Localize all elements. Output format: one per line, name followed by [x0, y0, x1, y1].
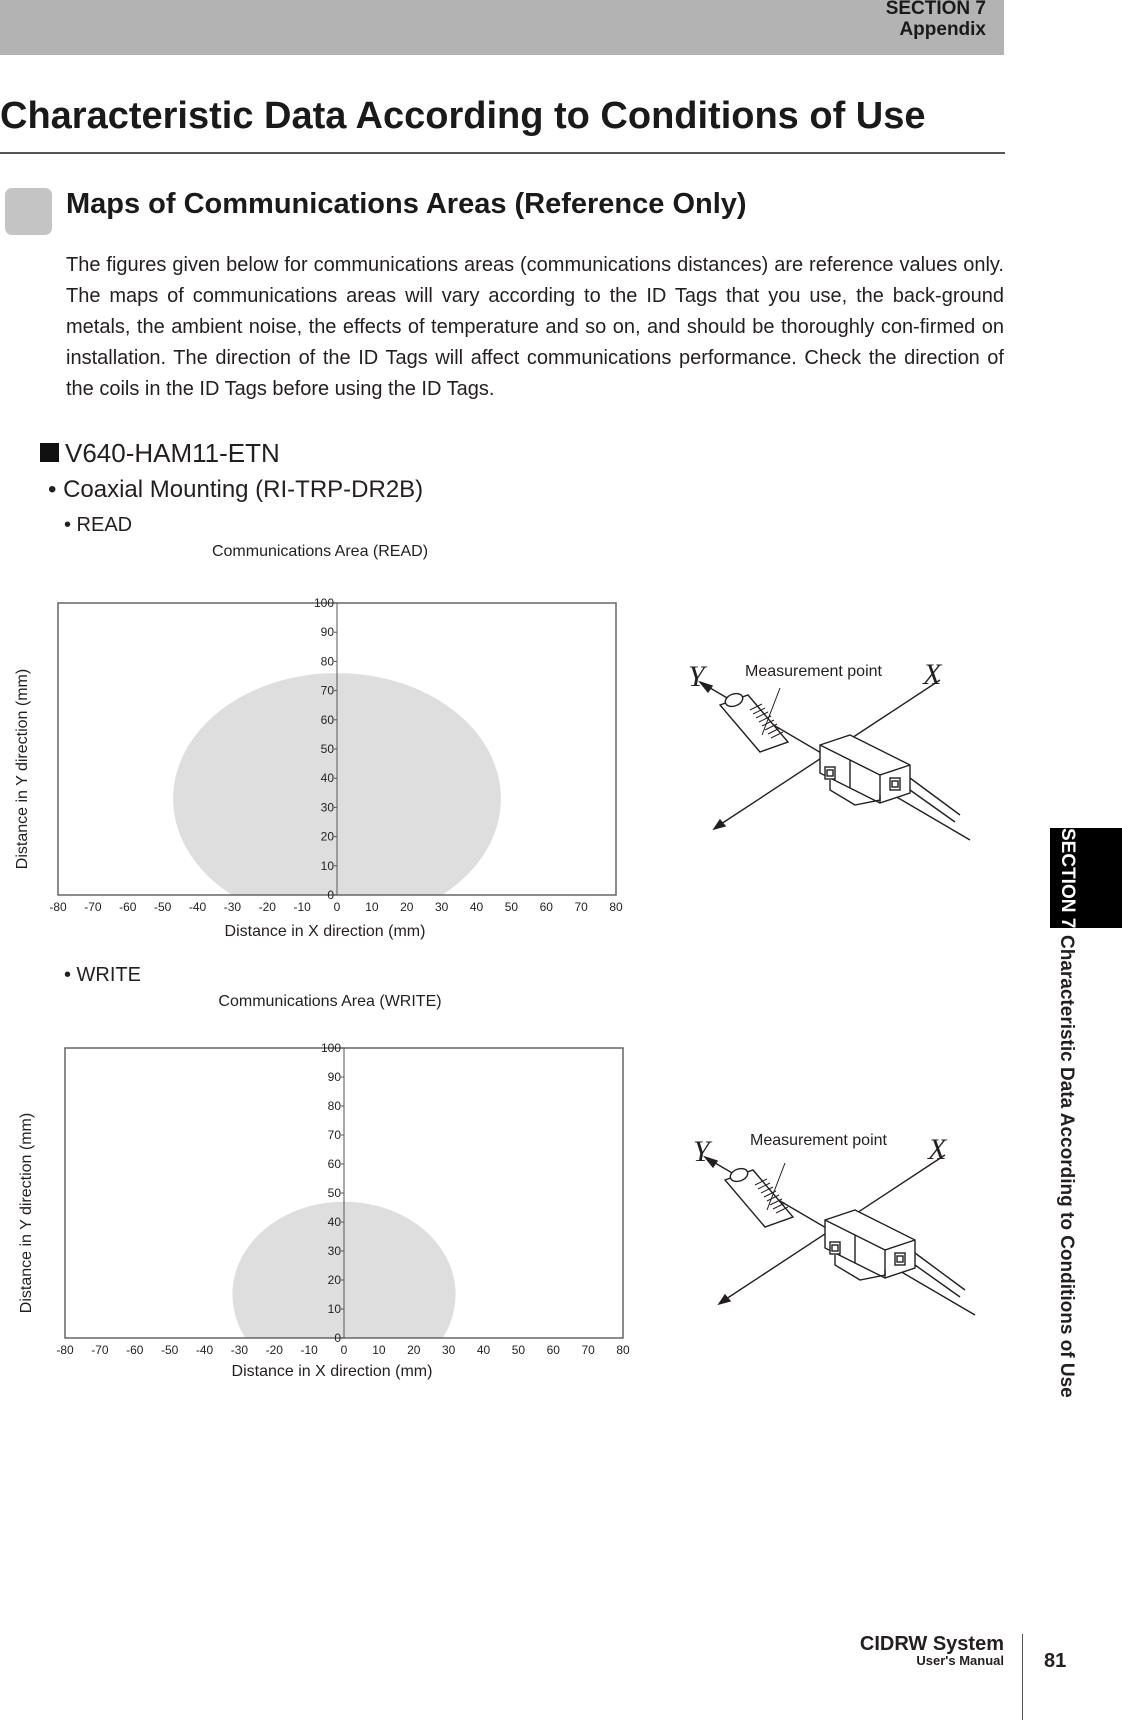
x-tick-label: 30 [434, 900, 449, 914]
header-section: SECTION 7 [885, 0, 986, 19]
header-chapter: Appendix [899, 19, 986, 40]
y-tick-label: 40 [327, 1215, 341, 1229]
x-tick-label: -20 [265, 1343, 283, 1357]
y-tick-label: 80 [327, 1099, 341, 1113]
x-tick-label: 70 [581, 1343, 595, 1357]
page-number: 81 [1044, 1650, 1067, 1672]
x-tick-label: 0 [340, 1343, 348, 1357]
x-axis-letter: X [928, 1133, 947, 1166]
model-heading [40, 438, 280, 469]
side-tab-section: SECTION 7 [1057, 828, 1078, 929]
x-tick-label: -30 [230, 1343, 249, 1357]
x-tick-label: 20 [407, 1343, 421, 1357]
section-badge [5, 188, 52, 235]
x-tick-label: -10 [293, 900, 311, 914]
y-axis-letter: Y [693, 1135, 710, 1168]
y-tick-label: 100 [320, 1041, 341, 1055]
x-tick-label: 40 [476, 1343, 491, 1357]
reader-antenna-illustration [700, 680, 970, 840]
y-tick-label: 10 [327, 1302, 341, 1316]
x-tick-label: 30 [441, 1343, 456, 1357]
y-tick-label: 20 [320, 829, 334, 844]
x-tick-label: -10 [300, 1343, 318, 1357]
x-tick-label: -40 [188, 900, 207, 914]
x-tick-label: -30 [223, 900, 242, 914]
x-axis-letter: X [923, 658, 942, 691]
x-tick-label: 80 [616, 1343, 630, 1357]
x-tick-label: 10 [372, 1343, 386, 1357]
x-tick-label: 0 [333, 900, 341, 914]
title-divider [0, 152, 1005, 154]
read-chart [0, 530, 660, 950]
x-tick-label: 20 [400, 900, 414, 914]
model-name: V640-HAM11-ETN [65, 438, 280, 468]
x-axis-title: Distance in X direction (mm) [231, 1363, 433, 1380]
x-tick-label: 10 [365, 900, 379, 914]
side-tab-title: Characteristic Data According to Conditions of Use [1056, 935, 1077, 1398]
x-tick-label: 80 [609, 900, 623, 914]
y-tick-label: 20 [327, 1273, 341, 1287]
y-tick-label: 10 [320, 858, 334, 873]
y-tick-label: 90 [327, 1070, 341, 1084]
y-tick-label: 90 [320, 625, 334, 640]
y-tick-label: 50 [320, 742, 334, 756]
y-tick-label: 30 [327, 1244, 341, 1258]
footer-divider [1022, 1634, 1023, 1720]
chart-title: Communications Area (READ) [211, 543, 429, 560]
measurement-point-label: Measurement point [745, 663, 882, 680]
footer-brand [860, 1634, 1004, 1667]
header-band [0, 0, 1004, 55]
y-tick-label: 60 [320, 712, 334, 727]
y-tick-label: 0 [327, 888, 334, 902]
x-tick-label: -80 [56, 1343, 74, 1357]
x-tick-label: 70 [574, 900, 588, 914]
footer-brand-name: CIDRW System [859, 1633, 1004, 1655]
y-tick-label: 0 [334, 1331, 341, 1345]
page-title: Characteristic Data According to Conditions of Use [0, 95, 926, 137]
square-bullet-icon [40, 443, 59, 462]
x-tick-label: 60 [546, 1343, 560, 1357]
y-tick-label: 80 [320, 654, 334, 669]
x-tick-label: -50 [160, 1343, 179, 1357]
read-measurement-diagram [680, 650, 980, 850]
write-measurement-diagram [685, 1125, 985, 1325]
read-label: • READ [64, 514, 133, 536]
x-tick-label: -70 [91, 1343, 109, 1357]
y-axis-letter: Y [688, 660, 705, 693]
x-tick-label: 60 [539, 900, 553, 914]
x-tick-label: 50 [511, 1343, 526, 1357]
footer-manual-name: User's Manual [916, 1653, 1004, 1668]
x-tick-label: 40 [469, 900, 484, 914]
write-label: • WRITE [64, 964, 141, 986]
intro-paragraph: The figures given below for communications areas (communications distances) are reference values only. The maps of communications areas will vary according to the ID Tags that you use, the back-ground metals, the ambient noise, the effects of temperature and so on, and should be thoroughly con-firmed on installation. The direction of the ID Tags will affect communications performance. Check the direction of the coils in the ID Tags before using the ID Tags. [66, 254, 1004, 400]
measurement-point-label: Measurement point [750, 1132, 887, 1149]
y-tick-label: 100 [313, 596, 334, 610]
y-tick-label: 60 [327, 1157, 341, 1171]
x-tick-label: -20 [258, 900, 276, 914]
x-tick-label: 50 [504, 900, 519, 914]
x-tick-label: -60 [119, 900, 137, 914]
y-axis-title: Distance in Y direction (mm) [14, 668, 31, 870]
y-tick-label: 40 [320, 771, 334, 786]
x-axis-title: Distance in X direction (mm) [224, 923, 426, 940]
y-axis-title: Distance in Y direction (mm) [18, 1112, 35, 1314]
x-tick-label: -80 [49, 900, 67, 914]
y-tick-label: 70 [327, 1128, 341, 1142]
x-tick-label: -70 [84, 900, 102, 914]
header-section-label [886, 0, 986, 40]
y-tick-label: 70 [320, 683, 334, 698]
y-tick-label: 50 [327, 1186, 341, 1200]
mounting-heading: • Coaxial Mounting (RI-TRP-DR2B) [48, 476, 424, 503]
section-heading: Maps of Communications Areas (Reference Only) [66, 188, 747, 220]
y-tick-label: 30 [320, 800, 334, 815]
x-tick-label: -60 [126, 1343, 144, 1357]
chart-title: Communications Area (WRITE) [218, 993, 442, 1010]
reader-antenna-illustration [705, 1155, 975, 1315]
x-tick-label: -50 [153, 900, 172, 914]
write-chart [0, 980, 660, 1380]
x-tick-label: -40 [195, 1343, 214, 1357]
